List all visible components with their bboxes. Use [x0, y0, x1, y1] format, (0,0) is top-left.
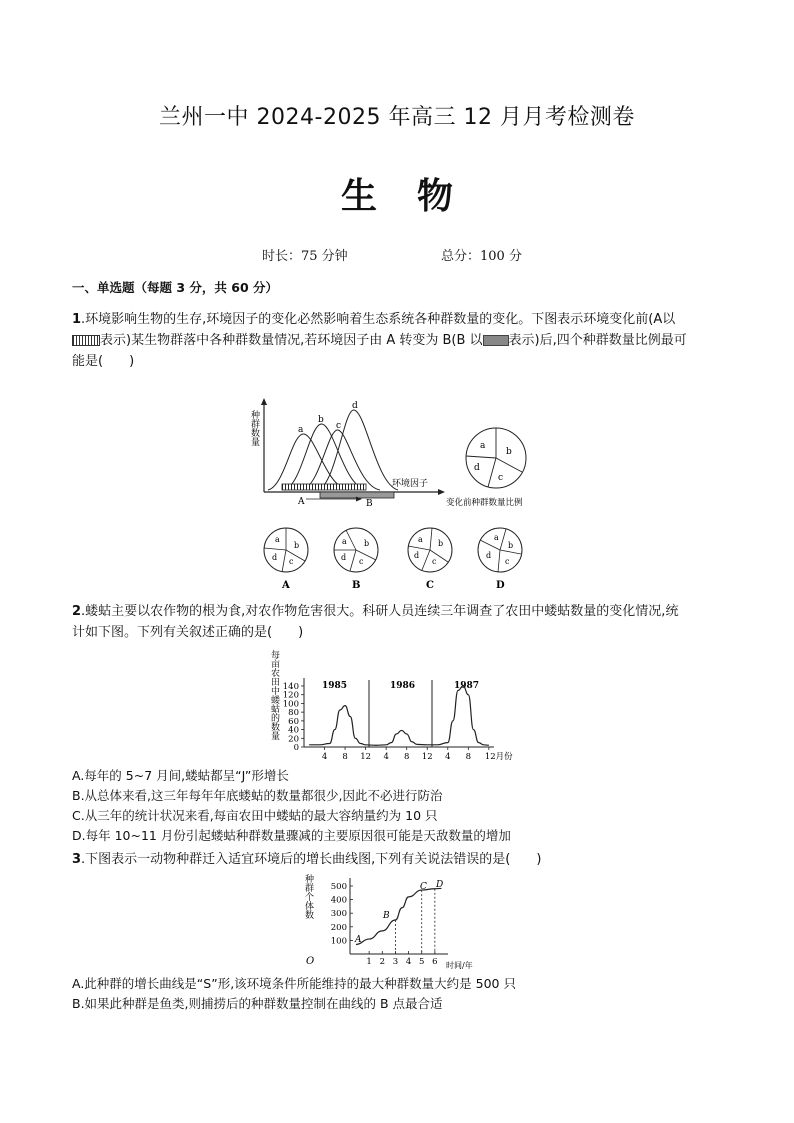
x-tick-label: 8 [342, 752, 348, 762]
x-tick-label: 2 [379, 957, 385, 967]
y-tick-label: 200 [330, 922, 347, 933]
range-bar-a [282, 484, 366, 490]
svg-text:c: c [289, 557, 294, 566]
question-text: .下图表示一动物种群迁入适宜环境后的增长曲线图,下列有关说法错误的是( ) [81, 852, 542, 867]
option-a[interactable]: A.此种群的增长曲线是“S”形,该环境条件所能维持的最大种群数量大约是 500 只 [72, 976, 516, 991]
x-tick-label: 4 [383, 752, 389, 762]
gray-swatch-icon [483, 335, 509, 346]
subject-title: 生物 [340, 176, 493, 217]
q2-chart [268, 648, 528, 766]
y-axis-label: 种群数量 [249, 410, 259, 446]
curve-label-a: a [298, 425, 304, 435]
pie-caption: 变化前种群数量比例 [446, 498, 523, 508]
y-axis-label: 每亩农田中蝼蛄的数量 [269, 650, 279, 740]
point-label-d: D [436, 880, 444, 890]
y-tick-label: 60 [288, 716, 299, 727]
range-label-b: B [366, 499, 373, 509]
svg-text:a: a [418, 535, 423, 544]
svg-text:c: c [505, 557, 510, 566]
y-tick-label: 20 [288, 734, 299, 745]
question-number: 3 [72, 852, 82, 867]
y-tick-label: 400 [330, 895, 347, 906]
question-text: 计如下图。下列有关叙述正确的是( ) [72, 625, 304, 640]
year-label-1985: 1985 [322, 681, 348, 691]
x-tick-label: 4 [405, 957, 412, 967]
curve-a [268, 434, 348, 490]
growth-curve [356, 888, 441, 944]
x-tick-label: 3 [392, 957, 399, 967]
option-d[interactable]: D.每年 10~11 月份引起蝼蛄种群数量骤减的主要原因很可能是天敌数量的增加 [72, 828, 511, 843]
question-1 [72, 309, 724, 372]
svg-text:d: d [272, 553, 278, 562]
curve-label-b: b [318, 415, 324, 425]
year-label-1987: 1987 [454, 681, 480, 691]
q3-chart [300, 872, 480, 972]
pie-label-b: b [506, 447, 512, 457]
x-axis-label: 环境因子 [392, 479, 429, 489]
y-tick-label: 120 [282, 690, 299, 701]
y-tick-label: 300 [330, 909, 347, 920]
hatched-swatch-icon [72, 335, 100, 346]
option-pie-b [334, 528, 378, 572]
option-b[interactable]: B.如果此种群是鱼类,则捕捞后的种群数量控制在曲线的 B 点最合适 [72, 996, 443, 1011]
point-label-b: B [383, 911, 390, 921]
option-label-c: C [426, 580, 434, 591]
option-c[interactable]: C.从三年的统计状况来看,每亩农田中蝼蛄的最大容纳量约为 10 只 [72, 808, 438, 823]
svg-text:c: c [359, 557, 364, 566]
svg-text:d: d [486, 551, 492, 560]
svg-text:a: a [494, 533, 499, 542]
question-text: .环境影响生物的生存,环境因子的变化必然影响着生态系统各种群数量的变化。下图表示环境变化前(A以 [81, 312, 676, 327]
option-pie-c [408, 528, 452, 572]
question-text: 能是( ) [72, 354, 135, 369]
y-axis-label: 种群个体数 [303, 874, 313, 919]
question-text: 表示)后,四个种群数量比例最可 [508, 333, 687, 348]
x-tick-label: 4 [321, 752, 328, 762]
y-tick-label: 0 [293, 743, 299, 753]
curve-label-c: c [336, 421, 342, 431]
before-pie [466, 428, 526, 488]
y-arrow-icon [261, 398, 267, 405]
question-number: 1 [72, 312, 82, 327]
x-tick-label: 12月份 [484, 752, 513, 762]
question-3 [72, 849, 724, 870]
option-a[interactable]: A.每年的 5~7 月间,蝼蛄都呈“J”形增长 [72, 768, 289, 783]
curve-d [318, 410, 398, 490]
option-pie-a [264, 528, 308, 572]
y-tick-label: 100 [330, 936, 347, 947]
question-text: .蝼蛄主要以农作物的根为食,对农作物危害很大。科研人员连续三年调查了农田中蝼蛄数量的变化情况,统 [81, 604, 679, 619]
x-tick-label: 1 [366, 957, 372, 967]
origin-label: O [306, 956, 315, 967]
question-text: 表示)某生物群落中各种群数量情况,若环境因子由 A 转变为 B(B 以 [100, 333, 483, 348]
x-tick-label: 8 [403, 752, 410, 762]
y-tick-label: 140 [282, 682, 299, 692]
svg-text:c: c [432, 557, 437, 566]
exam-title: 兰州一中 2024-2025 年高三 12 月月考检测卷 [159, 105, 635, 130]
x-tick-label: 4 [445, 752, 451, 762]
total-score-text: 总分：100 分 [441, 249, 522, 264]
duration-text: 时长：75 分钟 [262, 249, 348, 264]
svg-text:b: b [364, 539, 370, 548]
q1-figure [240, 398, 560, 598]
question-2 [72, 601, 724, 643]
pie-label-d: d [474, 463, 480, 473]
x-tick-label: 12 [421, 752, 433, 762]
svg-text:b: b [508, 541, 514, 550]
option-pie-d [478, 528, 522, 572]
year-label-1986: 1986 [390, 681, 416, 691]
pie-label-a: a [480, 441, 486, 451]
question-3-options [72, 974, 724, 1014]
svg-text:b: b [294, 541, 300, 550]
x-axis-label: 时间/年 [446, 961, 473, 970]
svg-text:d: d [414, 551, 420, 560]
curve-label-d: d [352, 401, 358, 411]
svg-text:a: a [275, 535, 280, 544]
x-tick-label: 8 [465, 752, 472, 762]
option-label-a: A [282, 580, 290, 591]
point-label-c: C [420, 882, 427, 892]
option-label-d: D [496, 580, 505, 591]
y-tick-label: 80 [288, 708, 299, 719]
y-tick-label: 100 [282, 699, 299, 710]
svg-text:b: b [438, 539, 444, 548]
x-tick-label: 12 [360, 752, 372, 762]
section-title: 一、单选题（每题 3 分，共 60 分） [72, 280, 279, 295]
option-label-b: B [352, 580, 361, 591]
range-label-a: A [298, 497, 305, 507]
y-tick-label: 500 [330, 882, 347, 892]
y-tick-label: 40 [288, 725, 299, 736]
svg-text:a: a [342, 537, 347, 546]
x-tick-label: 6 [432, 957, 438, 967]
option-b[interactable]: B.从总体来看,这三年每年年底蝼蛄的数量都很少,因此不必进行防治 [72, 788, 443, 803]
population-line [309, 686, 489, 745]
question-2-options [72, 766, 724, 846]
point-label-a: A [355, 935, 362, 945]
x-arrow-icon [438, 489, 445, 495]
svg-text:d: d [341, 553, 347, 562]
x-tick-label: 5 [419, 957, 425, 967]
question-number: 2 [72, 604, 82, 619]
pie-label-c: c [498, 473, 504, 483]
